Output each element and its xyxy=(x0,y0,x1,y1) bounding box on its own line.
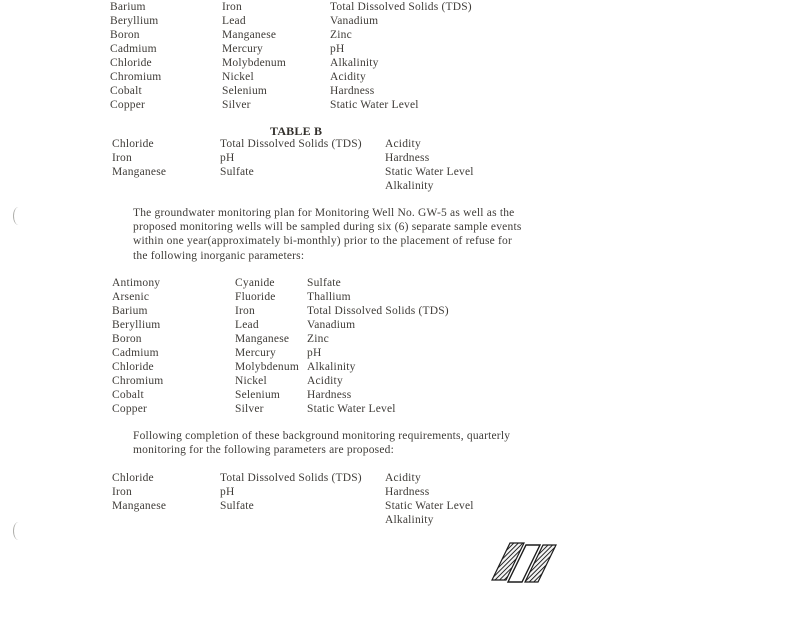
top-parameter-list-col-2 xyxy=(222,0,286,112)
inorganic-parameter-list-col-3 xyxy=(307,276,449,416)
parameter-item: Boron xyxy=(112,333,142,345)
parameter-item: Mercury xyxy=(235,347,276,359)
parameter-item: Barium xyxy=(110,1,146,13)
table-cell: Sulfate xyxy=(220,500,254,512)
parameter-item: Chloride xyxy=(110,57,152,69)
parameter-item: pH xyxy=(330,43,345,55)
parameter-item: Vanadium xyxy=(330,15,379,27)
paragraph-line: The groundwater monitoring plan for Monitoring Well No. GW-5 as well as the xyxy=(133,207,515,219)
table-cell: Acidity xyxy=(385,472,421,484)
parameter-item: Lead xyxy=(235,319,259,331)
parameter-item: Cadmium xyxy=(110,43,157,55)
parameter-item: Zinc xyxy=(307,333,329,345)
top-parameter-list-col-1 xyxy=(110,0,161,112)
table-cell: Hardness xyxy=(385,152,430,164)
table-b-col-1 xyxy=(112,137,166,179)
table-cell: Sulfate xyxy=(220,166,254,178)
stamp-icon xyxy=(484,536,568,586)
paragraph-line: proposed monitoring wells will be sampled during six (6) separate sample events xyxy=(133,221,522,234)
parameter-item: Manganese xyxy=(235,333,290,345)
table-cell: pH xyxy=(220,152,235,164)
monitoring-plan-paragraph xyxy=(133,206,522,263)
parameter-item: Chromium xyxy=(112,375,164,387)
parameter-item: Silver xyxy=(222,99,251,111)
table-cell: Acidity xyxy=(385,138,421,150)
quarterly-table-col-1 xyxy=(112,471,166,513)
table-cell: pH xyxy=(220,486,235,498)
parameter-item: Hardness xyxy=(330,85,375,97)
parameter-item: Acidity xyxy=(307,375,343,387)
parameter-item: Acidity xyxy=(330,71,366,83)
table-cell: Alkalinity xyxy=(385,180,434,192)
hatched-stamp-mark xyxy=(484,536,568,586)
parameter-item: Cobalt xyxy=(112,389,144,401)
inorganic-parameter-list-col-2 xyxy=(235,276,299,416)
parameter-item: Cadmium xyxy=(112,347,159,359)
parameter-item: Chloride xyxy=(112,361,154,373)
parameter-item: Total Dissolved Solids (TDS) xyxy=(307,305,449,317)
table-cell: Static Water Level xyxy=(385,500,474,512)
parameter-item: Thallium xyxy=(307,291,351,303)
parameter-item: Mercury xyxy=(222,43,263,55)
paragraph-line: within one year(approximately bi-monthly) prior to the placement of refuse for xyxy=(133,235,513,248)
parameter-item: Selenium xyxy=(235,389,281,401)
parameter-item: Copper xyxy=(112,403,148,415)
parameter-item: Iron xyxy=(222,1,242,13)
table-b-title: TABLE B xyxy=(270,124,323,138)
parameter-item: Sulfate xyxy=(307,277,341,289)
table-cell: Manganese xyxy=(112,166,167,178)
parameter-item: Static Water Level xyxy=(330,99,419,111)
table-cell: Chloride xyxy=(112,472,154,484)
parameter-item: Selenium xyxy=(222,85,268,97)
quarterly-monitoring-paragraph xyxy=(133,429,510,457)
top-parameter-list-col-3 xyxy=(330,0,472,112)
parameter-item: Beryllium xyxy=(112,319,161,331)
table-cell: Total Dissolved Solids (TDS) xyxy=(220,472,362,484)
table-cell: Chloride xyxy=(112,138,154,150)
parameter-item: Arsenic xyxy=(112,291,150,303)
parameter-item: Zinc xyxy=(330,29,352,41)
parameter-item: pH xyxy=(307,347,322,359)
parameter-item: Hardness xyxy=(307,389,352,401)
parameter-item: Boron xyxy=(110,29,140,41)
parameter-item: Silver xyxy=(235,403,264,415)
parameter-item: Cyanide xyxy=(235,277,275,289)
paragraph-line: monitoring for the following parameters are proposed: xyxy=(133,444,394,457)
table-cell: Hardness xyxy=(385,486,430,498)
table-cell: Manganese xyxy=(112,500,167,512)
parameter-item: Antimony xyxy=(112,277,161,289)
parameter-item: Molybdenum xyxy=(222,57,286,69)
table-cell: Alkalinity xyxy=(385,514,434,526)
parameter-item: Vanadium xyxy=(307,319,356,331)
scan-artifact-mark xyxy=(13,522,24,540)
parameter-item: Copper xyxy=(110,99,146,111)
paragraph-line: Following completion of these background monitoring requirements, quarterly xyxy=(133,430,511,442)
parameter-item: Alkalinity xyxy=(307,361,356,373)
inorganic-parameter-list-col-1 xyxy=(112,276,163,416)
table-b-col-3 xyxy=(385,137,474,193)
scan-artifact-mark xyxy=(13,207,24,225)
parameter-item: Nickel xyxy=(235,375,267,387)
parameter-item: Manganese xyxy=(222,29,277,41)
parameter-item: Fluoride xyxy=(235,291,276,303)
quarterly-table-col-2 xyxy=(220,471,362,513)
parameter-item: Molybdenum xyxy=(235,361,299,373)
parameter-item: Beryllium xyxy=(110,15,159,27)
parameter-item: Iron xyxy=(235,305,255,317)
table-cell: Static Water Level xyxy=(385,166,474,178)
quarterly-table-col-3 xyxy=(385,471,474,527)
table-b-col-2 xyxy=(220,137,362,179)
parameter-item: Static Water Level xyxy=(307,403,396,415)
parameter-item: Barium xyxy=(112,305,148,317)
paragraph-line: the following inorganic parameters: xyxy=(133,249,305,262)
parameter-item: Chromium xyxy=(110,71,162,83)
parameter-item: Cobalt xyxy=(110,85,142,97)
table-cell: Iron xyxy=(112,486,132,498)
table-cell: Total Dissolved Solids (TDS) xyxy=(220,138,362,150)
parameter-item: Nickel xyxy=(222,71,254,83)
parameter-item: Total Dissolved Solids (TDS) xyxy=(330,1,472,13)
table-cell: Iron xyxy=(112,152,132,164)
parameter-item: Alkalinity xyxy=(330,57,379,69)
parameter-item: Lead xyxy=(222,15,246,27)
